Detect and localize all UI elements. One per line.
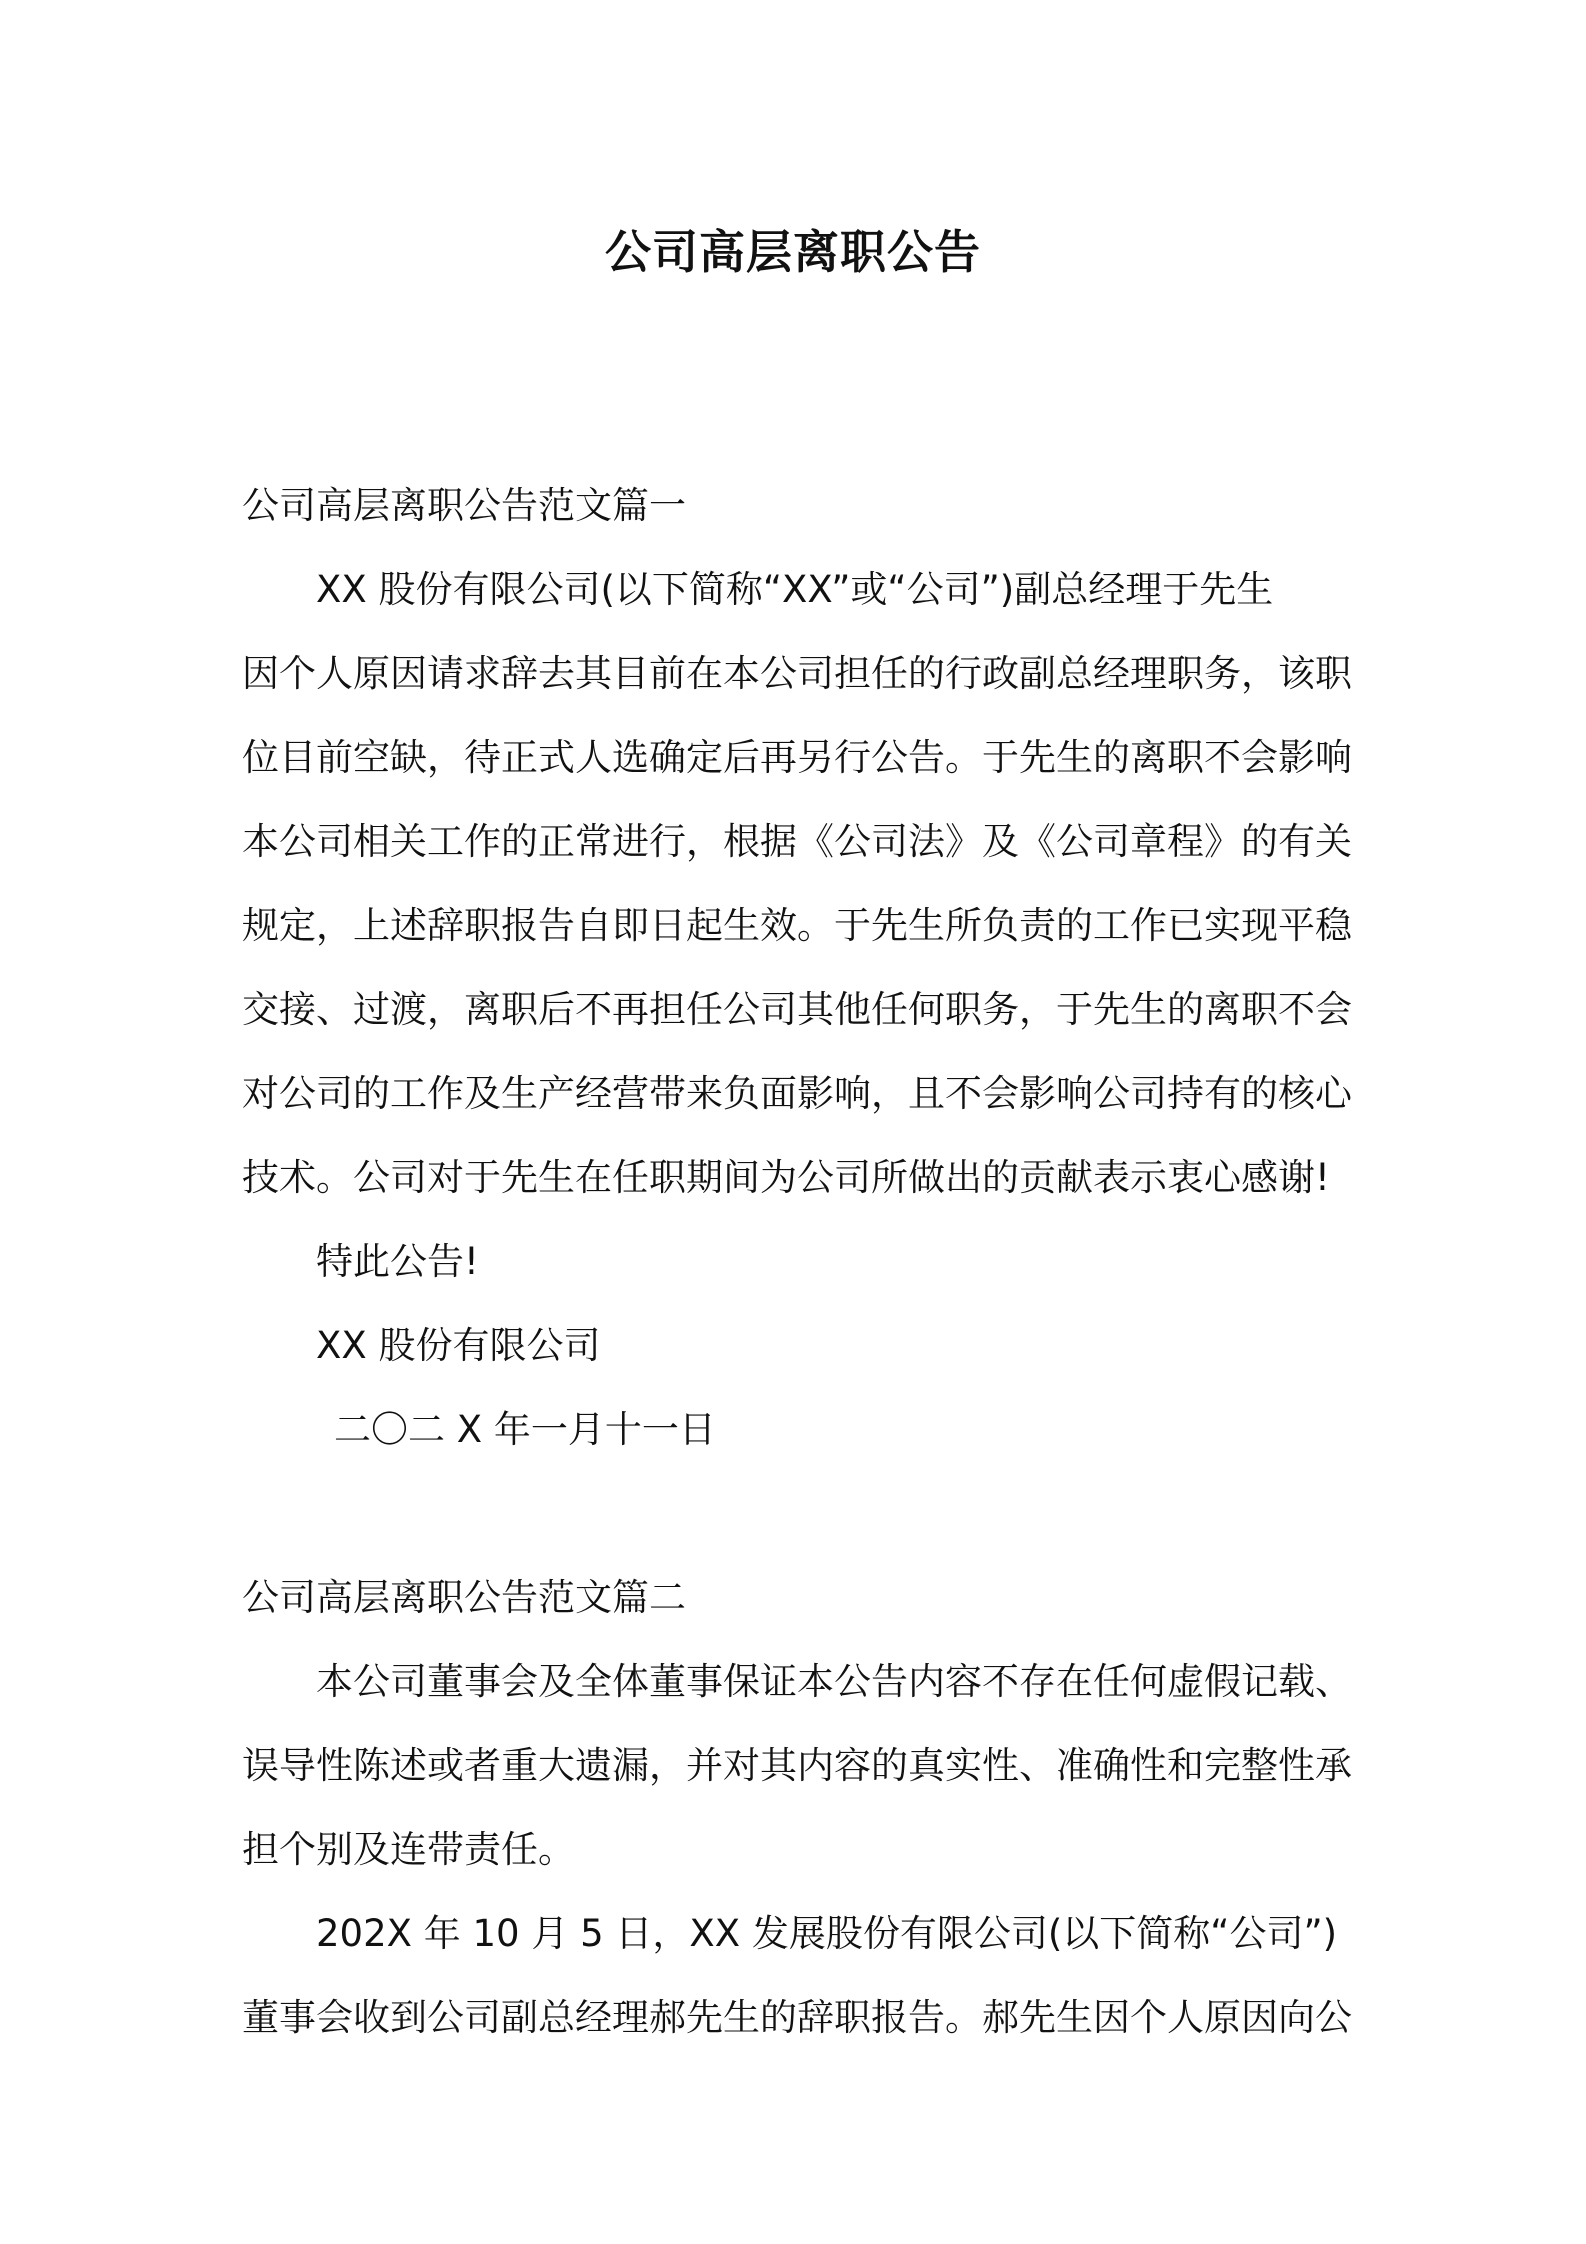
paragraph-line: 误导性陈述或者重大遗漏，并对其内容的真实性、准确性和完整性承 xyxy=(242,1744,1352,1787)
signature-date: 二〇二 X 年一月十一日 xyxy=(334,1408,716,1451)
paragraph-line: 交接、过渡，离职后不再担任公司其他任何职务，于先生的离职不会 xyxy=(242,988,1352,1031)
paragraph-line: 规定，上述辞职报告自即日起生效。于先生所负责的工作已实现平稳 xyxy=(242,904,1352,947)
paragraph-line: XX 股份有限公司(以下简称“XX”或“公司”)副总经理于先生 xyxy=(316,568,1274,611)
paragraph-line: 位目前空缺，待正式人选确定后再另行公告。于先生的离职不会影响 xyxy=(242,736,1352,779)
paragraph-line: 董事会收到公司副总经理郝先生的辞职报告。郝先生因个人原因向公 xyxy=(242,1996,1352,2039)
paragraph-line: 技术。公司对于先生在任职期间为公司所做出的贡献表示衷心感谢! xyxy=(242,1156,1330,1199)
section-heading: 公司高层离职公告范文篇二 xyxy=(242,1576,686,1619)
signature-company: XX 股份有限公司 xyxy=(316,1324,601,1367)
paragraph-line: 本公司董事会及全体董事保证本公告内容不存在任何虚假记载、 xyxy=(316,1660,1352,1703)
document-title: 公司高层离职公告 xyxy=(605,225,981,279)
paragraph-line: 因个人原因请求辞去其目前在本公司担任的行政副总经理职务，该职 xyxy=(242,652,1352,695)
paragraph-line: 对公司的工作及生产经营带来负面影响，且不会影响公司持有的核心 xyxy=(242,1072,1352,1115)
paragraph-line: 202X 年 10 月 5 日，XX 发展股份有限公司(以下简称“公司”) xyxy=(316,1912,1338,1955)
paragraph-line: 本公司相关工作的正常进行，根据《公司法》及《公司章程》的有关 xyxy=(242,820,1352,863)
paragraph-line: 担个别及连带责任。 xyxy=(242,1828,575,1871)
closing-text: 特此公告! xyxy=(316,1240,479,1283)
section-heading: 公司高层离职公告范文篇一 xyxy=(242,484,686,527)
